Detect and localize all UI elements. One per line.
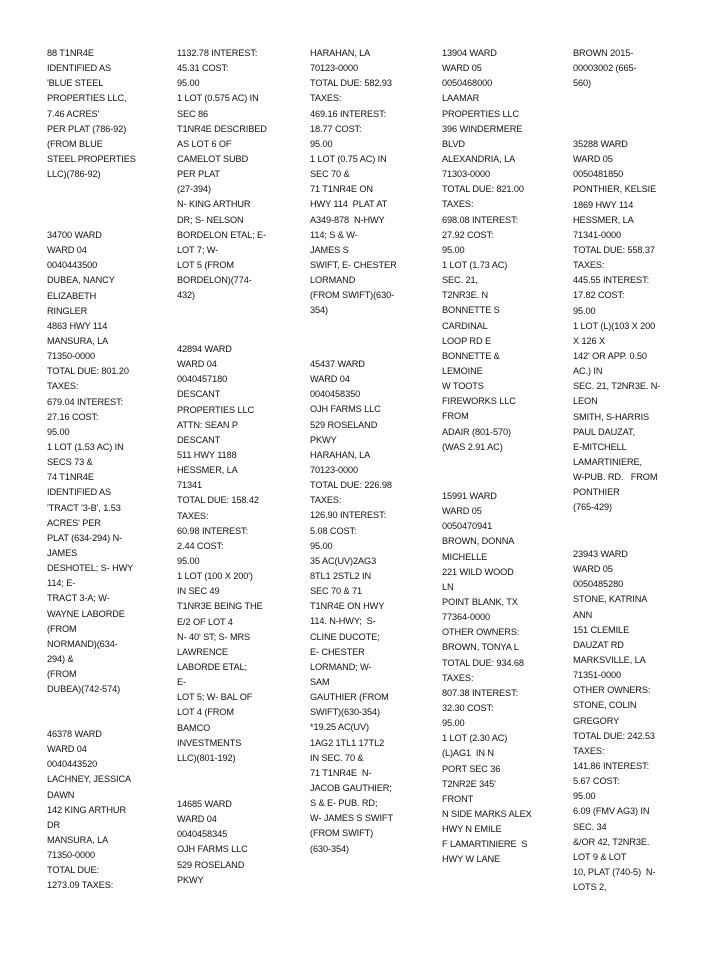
record-line: 95.00 <box>442 244 465 255</box>
record-line: PONTHIER <box>573 487 620 498</box>
record-line: SEC. 34 <box>573 821 607 832</box>
record-line: T2NR2E 345' <box>442 778 496 789</box>
record-line: 60.98 INTEREST: <box>177 525 249 536</box>
record-line: 560) <box>573 78 591 89</box>
record-line: (FROM <box>47 669 77 680</box>
record-line: OTHER OWNERS: <box>573 685 651 696</box>
record-line: MICHELLE <box>442 551 488 562</box>
record-line: 88 T1NR4E <box>47 48 94 58</box>
record-line: 679.04 INTEREST: <box>47 396 124 407</box>
record-line: 'TRACT '3-B', 1.53 <box>47 502 121 513</box>
record-line: LOT 9 & LOT <box>573 851 627 862</box>
record-line: (FROM <box>47 623 77 634</box>
record-line: SEC 86 <box>177 108 209 119</box>
record-line: OJH FARMS LLC <box>177 844 248 855</box>
record-line: 71350-0000 <box>47 850 96 861</box>
record-line: 17.82 COST: <box>573 290 625 301</box>
record-line: 1 LOT (L)(103 X 200 <box>573 320 656 331</box>
record-line: WARD 04 <box>177 814 217 825</box>
record-line: TAXES: <box>310 93 342 104</box>
record-line: 807.38 INTEREST: <box>442 687 519 698</box>
record-line: IN SEC. 70 & <box>310 752 364 763</box>
record-block <box>47 228 163 697</box>
record-line: BROWN 2015- <box>573 48 634 58</box>
record-line: WARD 05 <box>573 154 613 165</box>
record-line: PKWY <box>177 874 204 885</box>
record-line: 0040457180 <box>177 374 228 385</box>
record-block <box>177 342 299 766</box>
record-line: SAM <box>310 676 330 687</box>
record-line: LORMAND <box>310 275 356 286</box>
record-line: PONTHIER, KELSIE <box>573 184 657 195</box>
record-line: (FROM BLUE <box>47 138 103 149</box>
record-line: TOTAL DUE: 801.20 <box>47 366 129 377</box>
record-line: 0040458350 <box>310 389 361 400</box>
record-line: JAMES <box>47 547 78 558</box>
record-line: 71350-0000 <box>47 351 96 362</box>
record-line: LOT 5; W- BAL OF <box>177 692 253 703</box>
record-line: TOTAL DUE: <box>47 865 99 876</box>
record-line: 445.55 INTEREST: <box>573 275 650 286</box>
record-line: BAMCO <box>177 722 211 733</box>
record-block <box>47 46 163 182</box>
record-line: 8TL1 2STL2 IN <box>310 570 372 581</box>
record-line: 221 WILD WOOD <box>442 566 514 577</box>
record-line: LOTS 2, <box>573 882 607 893</box>
record-line: 432) <box>177 290 195 301</box>
record-line: (765-429) <box>573 502 612 513</box>
record-line: IDENTIFIED AS <box>47 63 112 74</box>
record-line: STEEL PROPERTIES <box>47 153 136 164</box>
record-line: 95.00 <box>442 718 465 729</box>
record-line: WARD 04 <box>47 245 87 256</box>
record-line: FIREWORKS LLC <box>442 396 516 407</box>
record-line: A349-878 N-HWY <box>310 214 385 225</box>
record-line: LEMOINE <box>442 365 483 376</box>
record-block <box>442 489 564 868</box>
record-line: HARAHAN, LA <box>310 48 371 58</box>
record-line: DAWN <box>47 789 75 800</box>
record-line: STONE, COLIN <box>573 700 637 711</box>
record-line: CAMELOT SUBD <box>177 153 249 164</box>
record-line: 45.31 COST: <box>177 63 229 74</box>
record-line: 151 CLEMILE <box>573 624 630 635</box>
record-line: 23943 WARD <box>573 549 628 559</box>
record-line: MANSURA, LA <box>47 834 109 845</box>
record-line: 529 ROSELAND <box>177 859 245 870</box>
record-line: BONNETTE S <box>442 305 500 316</box>
record-line: MANSURA, LA <box>47 335 109 346</box>
record-block <box>177 797 299 888</box>
record-line: 0050470941 <box>442 521 493 532</box>
record-line: LLC)(786-92) <box>47 169 101 180</box>
record-line: 15991 WARD <box>442 491 497 501</box>
record-line: 5.67 COST: <box>573 776 620 787</box>
record-line: 18.77 COST: <box>310 123 362 134</box>
record-line: AC.) IN <box>573 366 603 377</box>
record-line: 0050485280 <box>573 579 624 590</box>
record-line: DESCANT <box>177 389 221 400</box>
record-line: X 126 X <box>573 335 605 346</box>
record-line: AS LOT 6 OF <box>177 138 232 149</box>
record-line: LOT 4 (FROM <box>177 707 234 718</box>
record-block <box>442 46 564 455</box>
record-line: 1132.78 INTEREST: <box>177 48 258 58</box>
record-line: 45437 WARD <box>310 359 365 369</box>
record-line: LABORDE ETAL; <box>177 661 248 672</box>
record-line: BONNETTE & <box>442 350 500 361</box>
record-line: HESSMER, LA <box>177 465 238 476</box>
record-line: 71303-0000 <box>442 169 491 180</box>
record-block <box>177 46 299 303</box>
record-line: WAYNE LABORDE <box>47 608 125 619</box>
record-line: BORDELON ETAL; E- <box>177 229 267 240</box>
record-line: (FROM SWIFT)(630- <box>310 290 395 301</box>
record-line: 126.90 INTEREST: <box>310 510 387 521</box>
record-line: 0050481850 <box>573 169 624 180</box>
record-line: 114. N-HWY; S- <box>310 616 376 627</box>
record-line: (WAS 2.91 AC) <box>442 441 503 452</box>
record-line: 4863 HWY 114 <box>47 320 108 331</box>
record-line: SWIFT, E- CHESTER <box>310 259 397 270</box>
record-line: W TOOTS <box>442 381 484 392</box>
record-line: WARD 04 <box>47 744 87 755</box>
record-line: OTHER OWNERS: <box>442 627 520 638</box>
record-line: 511 HWY 1188 <box>177 449 237 460</box>
record-line: LAMARTINIERE, <box>573 456 642 467</box>
record-line: POINT BLANK, TX <box>442 596 518 607</box>
record-line: (27-394) <box>177 184 211 195</box>
record-line: GAUTHIER (FROM <box>310 692 389 703</box>
record-line: 34700 WARD <box>47 230 102 240</box>
record-line: W- JAMES S SWIFT <box>310 813 393 824</box>
record-line: 71341-0000 <box>573 229 622 240</box>
record-line: WARD 04 <box>177 359 217 370</box>
record-line: TAXES: <box>442 672 474 683</box>
record-line: TOTAL DUE: 242.53 <box>573 730 655 741</box>
record-line: 6.09 (FMV AG3) IN <box>573 806 650 817</box>
record-block <box>573 137 695 516</box>
record-line: DUBEA, NANCY <box>47 275 115 286</box>
record-line: 32.30 COST: <box>442 702 494 713</box>
record-line: 0050468000 <box>442 78 493 89</box>
record-line: 0040443520 <box>47 759 98 770</box>
record-line: MARKSVILLE, LA <box>573 654 646 665</box>
record-block <box>310 46 432 319</box>
record-line: HARAHAN, LA <box>310 449 371 460</box>
record-line: (L)AG1 IN N <box>442 748 494 759</box>
record-line: T1NR4E ON HWY <box>310 601 385 612</box>
record-line: 1 LOT (1.73 AC) <box>442 259 508 270</box>
record-line: ALEXANDRIA, LA <box>442 153 516 164</box>
record-line: E/2 OF LOT 4 <box>177 616 233 627</box>
record-line: BLVD <box>442 138 465 149</box>
record-line: WARD 05 <box>442 506 482 517</box>
record-line: 1 LOT (1.53 AC) IN <box>47 441 124 452</box>
record-line: SEC 70 & 71 <box>310 586 363 597</box>
record-line: TAXES: <box>177 510 209 521</box>
record-line: 1869 HWY 114 <box>573 199 634 210</box>
record-line: JACOB GAUTHIER; <box>310 782 392 793</box>
record-line: WARD 04 <box>310 374 350 385</box>
record-line: 00003002 (665- <box>573 63 637 74</box>
record-line: FRONT <box>442 793 474 804</box>
record-line: DESCANT <box>177 434 221 445</box>
record-line: *19.25 AC(UV) <box>310 722 369 733</box>
record-line: 1273.09 TAXES: <box>47 880 114 891</box>
record-line: INVESTMENTS <box>177 737 242 748</box>
record-line: E- <box>177 677 186 688</box>
record-line: CLINE DUCOTE; <box>310 631 380 642</box>
record-line: (630-354) <box>310 843 349 854</box>
record-block <box>47 727 163 894</box>
record-line: 46378 WARD <box>47 729 102 739</box>
record-line: 13904 WARD <box>442 48 497 58</box>
record-line: 114; E- <box>47 578 76 589</box>
record-line: 1AG2 1TL1 17TL2 <box>310 737 385 748</box>
record-line: 95.00 <box>310 540 333 551</box>
record-line: 95.00 <box>310 138 333 149</box>
record-line: DAUZAT RD <box>573 639 624 650</box>
record-line: (FROM SWIFT) <box>310 828 374 839</box>
record-line: FROM <box>442 411 469 422</box>
record-line: T2NR3E. N <box>442 290 489 301</box>
record-line: N- 40' ST; S- MRS <box>177 631 251 642</box>
record-line: 95.00 <box>573 305 596 316</box>
record-line: 142' OR APP. 0.50 <box>573 350 647 361</box>
record-line: TOTAL DUE: 821.00 <box>442 184 524 195</box>
record-line: PROPERTIES LLC <box>177 404 255 415</box>
record-line: PKWY <box>310 434 337 445</box>
record-line: 14685 WARD <box>177 799 232 809</box>
record-line: 5.08 COST: <box>310 525 357 536</box>
record-line: WARD 05 <box>573 564 613 575</box>
record-line: 'BLUE STEEL <box>47 78 104 89</box>
record-line: TAXES: <box>442 199 474 210</box>
record-line: TAXES: <box>573 260 605 271</box>
record-line: DR <box>47 819 61 830</box>
record-block <box>573 46 695 91</box>
record-line: 74 T1NR4E <box>47 472 94 483</box>
record-line: 95.00 <box>47 426 70 437</box>
record-line: 396 WINDERMERE <box>442 123 523 134</box>
record-line: 1 LOT (0.75 AC) IN <box>310 153 387 164</box>
record-line: LAWRENCE <box>177 646 228 657</box>
record-line: TOTAL DUE: 582.93 <box>310 78 392 89</box>
record-line: JAMES S <box>310 244 349 255</box>
record-line: TAXES: <box>310 495 342 506</box>
record-line: 42894 WARD <box>177 344 232 354</box>
record-line: PROPERTIES LLC <box>442 108 520 119</box>
record-block <box>310 357 432 857</box>
record-line: 0040443500 <box>47 260 98 271</box>
record-line: PLAT (634-294) N- <box>47 532 123 543</box>
record-line: HWY N EMILE <box>442 824 502 835</box>
record-line: LOT 7; W- <box>177 244 219 255</box>
record-line: ATTN: SEAN P <box>177 419 238 430</box>
record-line: 70123-0000 <box>310 63 359 74</box>
record-line: 354) <box>310 305 328 316</box>
record-line: BORDELON)(774- <box>177 275 252 286</box>
record-line: S & E- PUB. RD; <box>310 798 378 809</box>
record-line: N SIDE MARKS ALEX <box>442 808 532 819</box>
record-line: GREGORY <box>573 715 620 726</box>
record-line: LLC)(801-192) <box>177 752 236 763</box>
record-line: OJH FARMS LLC <box>310 404 381 415</box>
record-line: TAXES: <box>573 745 605 756</box>
record-line: LOT 5 (FROM <box>177 259 234 270</box>
record-line: SEC 70 & <box>310 169 350 180</box>
record-line: 27.16 COST: <box>47 411 99 422</box>
record-line: ANN <box>573 609 593 620</box>
record-line: LACHNEY, JESSICA <box>47 774 132 785</box>
record-line: TOTAL DUE: 226.98 <box>310 480 392 491</box>
record-line: 141.86 INTEREST: <box>573 760 650 771</box>
record-line: E-MITCHELL <box>573 441 627 452</box>
record-line: NORMAND)(634- <box>47 638 118 649</box>
record-line: HWY W LANE <box>442 854 501 865</box>
record-line: LORMAND; W- <box>310 661 372 672</box>
record-line: 27.92 COST: <box>442 229 494 240</box>
record-line: 71351-0000 <box>573 670 622 681</box>
record-line: SEC. 21, <box>442 275 478 286</box>
record-line: TAXES: <box>47 381 79 392</box>
record-line: 95.00 <box>573 791 596 802</box>
record-line: 77364-0000 <box>442 612 491 623</box>
record-line: 1 LOT (2.30 AC) <box>442 733 508 744</box>
record-line: TOTAL DUE: 558.37 <box>573 244 655 255</box>
record-line: PER PLAT <box>177 169 220 180</box>
record-line: 35288 WARD <box>573 139 628 149</box>
record-line: T1NR3E BEING THE <box>177 601 263 612</box>
record-line: RINGLER <box>47 305 88 316</box>
record-line: STONE, KATRINA <box>573 594 648 605</box>
record-line: ACRES' PER <box>47 517 101 528</box>
record-line: CARDINAL <box>442 320 488 331</box>
record-line: PER PLAT (786-92) <box>47 123 127 134</box>
record-line: T1NR4E DESCRIBED <box>177 123 267 134</box>
record-line: HESSMER, LA <box>573 214 634 225</box>
record-line: BROWN, DONNA <box>442 536 515 547</box>
record-line: LOOP RD E <box>442 335 491 346</box>
record-line: 529 ROSELAND <box>310 419 378 430</box>
record-line: LAAMAR <box>442 93 480 104</box>
record-line: E- CHESTER <box>310 646 365 657</box>
record-line: PORT SEC 36 <box>442 763 501 774</box>
record-line: 1 LOT (100 X 200') <box>177 571 253 582</box>
record-line: SWIFT)(630-354) <box>310 707 380 718</box>
record-line: IN SEC 49 <box>177 586 220 597</box>
record-line: IDENTIFIED AS <box>47 487 112 498</box>
record-line: TOTAL DUE: 934.68 <box>442 657 524 668</box>
record-line: ELIZABETH <box>47 290 97 301</box>
record-line: HWY 114 PLAT AT <box>310 199 388 210</box>
record-line: 95.00 <box>177 555 200 566</box>
record-line: SECS 73 & <box>47 457 93 468</box>
record-line: TOTAL DUE: 158.42 <box>177 495 259 506</box>
record-line: F LAMARTINIERE S <box>442 839 528 850</box>
record-line: 1 LOT (0.575 AC) IN <box>177 93 259 104</box>
record-line: 10, PLAT (740-5) N- <box>573 866 656 877</box>
record-line: 71 T1NR4E ON <box>310 184 373 195</box>
record-line: DR; S- NELSON <box>177 214 244 225</box>
record-line: 71 T1NR4E N- <box>310 767 372 778</box>
record-line: &/OR 42, T2NR3E. <box>573 836 650 847</box>
record-line: 142 KING ARTHUR <box>47 804 127 815</box>
record-line: SMITH, S-HARRIS <box>573 411 650 422</box>
record-line: BROWN, TONYA L <box>442 642 519 653</box>
record-line: LN <box>442 581 454 592</box>
record-line: DESHOTEL; S- HWY <box>47 563 134 574</box>
record-line: PROPERTIES LLC, <box>47 93 127 104</box>
record-line: LEON <box>573 396 598 407</box>
record-line: SEC. 21, T2NR3E. N- <box>573 381 661 392</box>
record-block <box>573 547 695 895</box>
record-line: 469.16 INTEREST: <box>310 108 387 119</box>
record-line: 95.00 <box>177 78 200 89</box>
record-line: 70123-0000 <box>310 464 359 475</box>
record-line: 7.46 ACRES' <box>47 108 100 119</box>
record-line: 294) & <box>47 653 74 664</box>
record-line: PAUL DAUZAT, <box>573 426 635 437</box>
record-line: 35 AC(UV)2AG3 <box>310 555 377 566</box>
record-line: WARD 05 <box>442 63 482 74</box>
record-line: 0040458345 <box>177 829 228 840</box>
record-line: 698.08 INTEREST: <box>442 214 519 225</box>
record-line: N- KING ARTHUR <box>177 199 251 210</box>
record-line: DUBEA)(742-574) <box>47 684 121 695</box>
record-line: 2.44 COST: <box>177 540 224 551</box>
record-line: TRACT 3-A; W- <box>47 593 110 604</box>
record-line: W-PUB. RD. FROM <box>573 472 658 483</box>
record-line: ADAIR (801-570) <box>442 426 511 437</box>
record-line: 114; S & W- <box>310 229 358 240</box>
record-line: 71341 <box>177 480 203 491</box>
